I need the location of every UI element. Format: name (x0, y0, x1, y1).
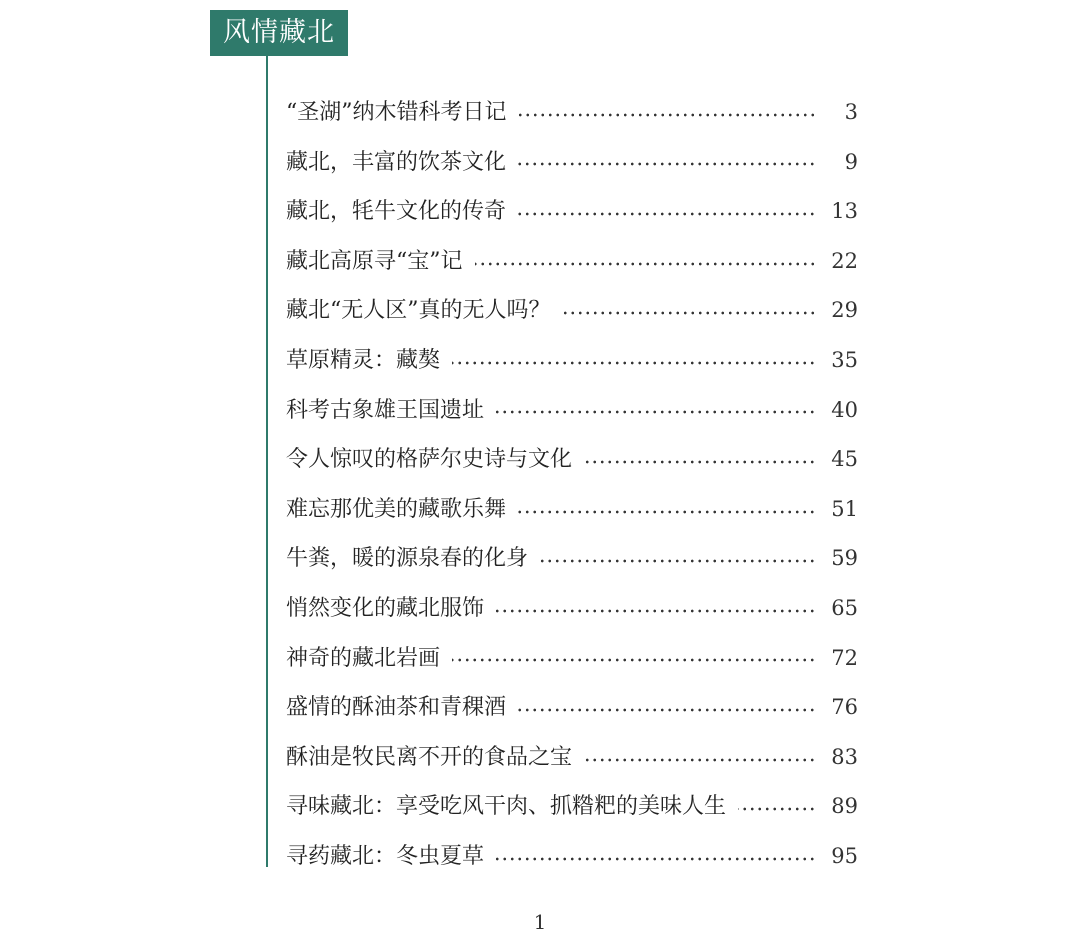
toc-entry[interactable] (286, 187, 858, 237)
toc-entry[interactable] (286, 237, 858, 287)
dot-leader (519, 112, 817, 118)
dot-leader (496, 409, 816, 415)
toc-entry[interactable] (286, 336, 858, 386)
page-number: 1 (533, 910, 547, 934)
dot-leader (452, 657, 816, 663)
table-of-contents (286, 88, 858, 882)
dot-leader (518, 509, 816, 515)
toc-entry[interactable] (286, 683, 858, 733)
section-title: 风情藏北 (223, 17, 335, 48)
toc-entry[interactable] (286, 584, 858, 634)
toc-entry-page: 72 (831, 645, 858, 670)
toc-entry-title[interactable]: 藏北“无人区”真的无人吗？ (286, 298, 551, 324)
toc-entry-page: 22 (831, 248, 858, 273)
toc-entry-title[interactable]: 寻药藏北：冬虫夏草 (286, 843, 485, 869)
toc-entry[interactable] (286, 88, 858, 138)
toc-entry-page: 40 (831, 397, 858, 422)
dot-leader (452, 360, 816, 366)
dot-leader (584, 459, 816, 465)
toc-entry[interactable] (286, 435, 858, 485)
dot-leader (475, 261, 817, 267)
toc-entry[interactable] (286, 138, 858, 188)
toc-entry-page: 59 (831, 546, 858, 571)
toc-entry-title[interactable]: 令人惊叹的格萨尔史诗与文化 (286, 447, 573, 473)
toc-entry[interactable] (286, 534, 858, 584)
toc-entry-page: 83 (831, 744, 858, 769)
toc-entry-page: 89 (831, 794, 858, 819)
toc-entry-title[interactable]: 酥油是牧民离不开的食品之宝 (286, 744, 573, 770)
dot-leader (563, 310, 817, 316)
toc-entry-page: 9 (844, 149, 858, 174)
toc-entry[interactable] (286, 634, 858, 684)
dot-leader (518, 161, 816, 167)
toc-entry-title[interactable]: 藏北，丰富的饮茶文化 (286, 149, 507, 175)
dot-leader (496, 608, 816, 614)
toc-entry-page: 51 (831, 496, 858, 521)
toc-entry-page: 76 (831, 695, 858, 720)
toc-entry-title[interactable]: 藏北，牦牛文化的传奇 (286, 199, 507, 225)
toc-entry-page: 45 (831, 447, 858, 472)
dot-leader (540, 558, 816, 564)
toc-entry[interactable] (286, 386, 858, 436)
dot-leader (518, 211, 816, 217)
dot-leader (518, 707, 816, 713)
toc-entry-page: 3 (844, 100, 858, 124)
toc-entry-title[interactable]: 牛粪，暖的源泉春的化身 (286, 546, 529, 572)
toc-entry-title[interactable]: 寻味藏北：享受吃风干肉、抓糌粑的美味人生 (286, 794, 727, 820)
toc-entry[interactable] (286, 286, 858, 336)
toc-entry[interactable] (286, 832, 858, 882)
toc-entry-page: 35 (831, 347, 858, 372)
toc-entry[interactable] (286, 733, 858, 783)
dot-leader (584, 757, 816, 763)
section-title-tab (210, 10, 348, 56)
toc-entry-page: 65 (831, 595, 858, 620)
toc-entry-title[interactable]: 盛情的酥油茶和青稞酒 (286, 695, 507, 721)
dot-leader (738, 806, 816, 812)
toc-entry-title[interactable]: 神奇的藏北岩画 (286, 645, 441, 671)
accent-vertical-rule (266, 56, 268, 867)
toc-entry-title[interactable]: 藏北高原寻“宝”记 (286, 248, 463, 274)
toc-entry-page: 95 (831, 843, 858, 868)
toc-entry-page: 13 (831, 199, 858, 224)
toc-entry[interactable] (286, 485, 858, 535)
toc-entry[interactable] (286, 782, 858, 832)
toc-entry-title[interactable]: 悄然变化的藏北服饰 (286, 595, 485, 621)
toc-entry-title[interactable]: 科考古象雄王国遗址 (286, 397, 485, 423)
toc-entry-title[interactable]: “圣湖”纳木错科考日记 (286, 100, 507, 125)
toc-entry-page: 29 (831, 298, 858, 323)
toc-entry-title[interactable]: 草原精灵：藏獒 (286, 347, 441, 373)
dot-leader (496, 856, 816, 862)
toc-entry-title[interactable]: 难忘那优美的藏歌乐舞 (286, 496, 507, 522)
